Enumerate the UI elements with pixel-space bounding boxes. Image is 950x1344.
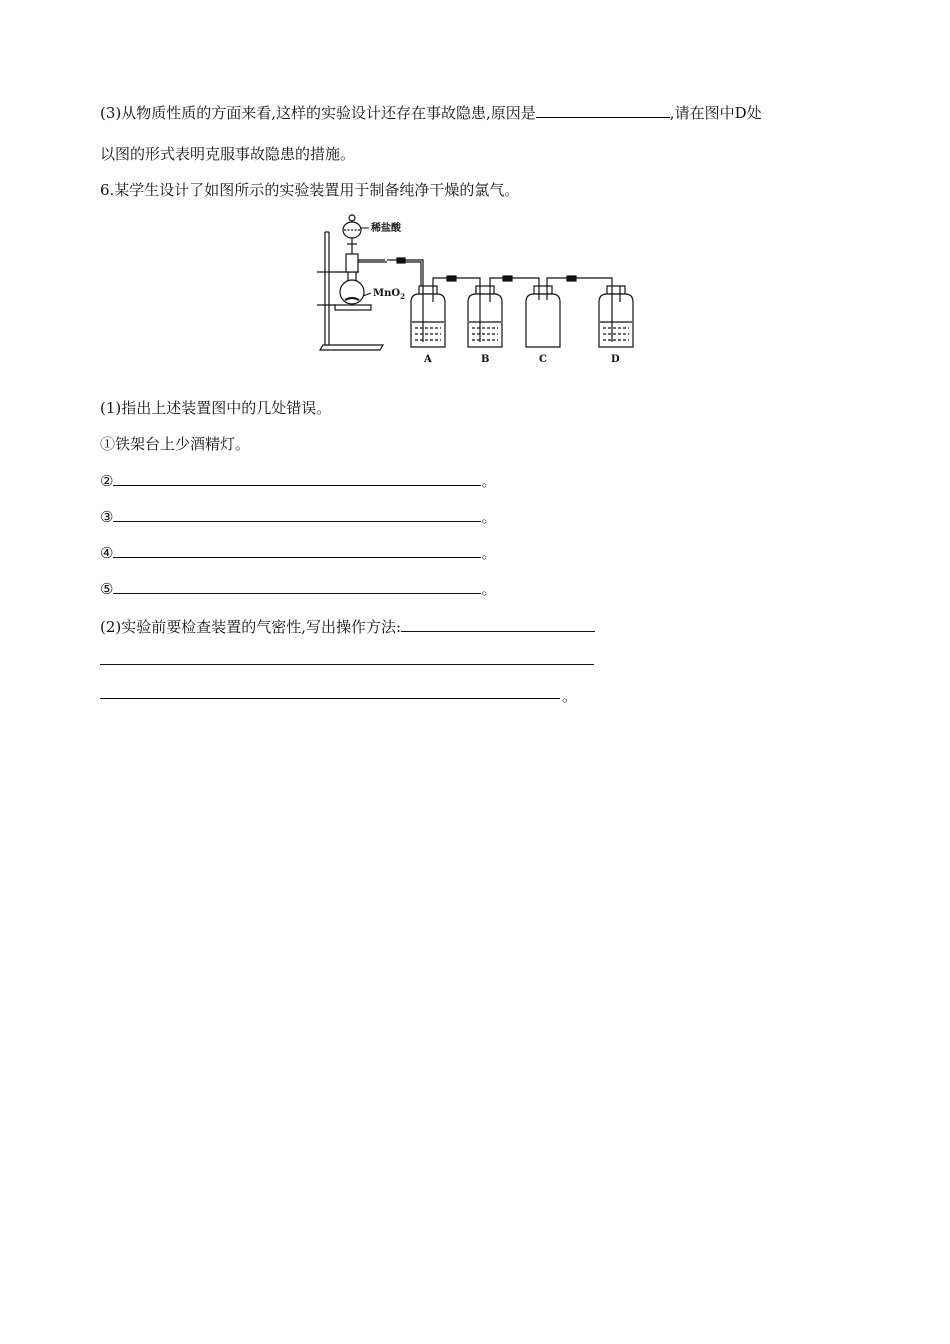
answer-blank-3[interactable] bbox=[113, 506, 481, 522]
separatory-funnel bbox=[343, 215, 361, 256]
delivery-tubing bbox=[387, 258, 612, 286]
q6-part1-item2 bbox=[100, 470, 496, 491]
part2-answer-blank-3[interactable] bbox=[100, 698, 560, 699]
bottle-a bbox=[411, 286, 445, 347]
part2-answer-blank-1[interactable] bbox=[401, 616, 595, 632]
bottle-label-d: D bbox=[611, 354, 620, 365]
q6-stem: 6.某学生设计了如图所示的实验装置用于制备纯净干燥的氯气。 bbox=[100, 181, 520, 199]
q3-text-after: ,请在图中D处 bbox=[669, 104, 762, 122]
item-marker: ④ bbox=[100, 544, 114, 562]
q6-part1-prompt: (1)指出上述装置图中的几处错误。 bbox=[100, 399, 332, 417]
item-marker: ⑤ bbox=[100, 580, 114, 598]
bottle-d bbox=[599, 286, 633, 347]
q6-part1-item5 bbox=[100, 578, 496, 599]
q3-text-before: (3)从物质性质的方面来看,这样的实验设计还存在事故隐患,原因是 bbox=[100, 104, 536, 122]
part2-answer-blank-2[interactable] bbox=[100, 664, 594, 665]
q6-part2-prompt: (2)实验前要检查装置的气密性,写出操作方法: bbox=[100, 618, 402, 636]
q3-line2: 以图的形式表明克服事故隐患的措施。 bbox=[100, 145, 356, 163]
q6-part2-line1 bbox=[100, 616, 595, 637]
item-end: 。 bbox=[481, 508, 497, 526]
bottle-b bbox=[468, 286, 502, 347]
mno2-label: MnO$_2$ bbox=[373, 288, 405, 301]
apparatus-figure bbox=[315, 210, 645, 370]
q6-part1-item1: ①铁架台上少酒精灯。 bbox=[100, 435, 251, 453]
item-marker: ② bbox=[100, 472, 114, 490]
item-end: 。 bbox=[481, 472, 497, 490]
q3-answer-blank[interactable] bbox=[536, 102, 670, 118]
item-end: 。 bbox=[481, 544, 497, 562]
bottle-label-c: C bbox=[539, 354, 547, 365]
item-marker: ③ bbox=[100, 508, 114, 526]
answer-blank-2[interactable] bbox=[113, 470, 481, 486]
item-end: 。 bbox=[481, 580, 497, 598]
q6-part1-item4 bbox=[100, 542, 496, 563]
answer-blank-4[interactable] bbox=[113, 542, 481, 558]
acid-label: 稀盐酸 bbox=[371, 223, 401, 234]
q6-part1-item3 bbox=[100, 506, 496, 527]
part2-end: 。 bbox=[562, 687, 578, 705]
bottle-c bbox=[526, 286, 560, 347]
q3-line1 bbox=[100, 102, 762, 123]
answer-blank-5[interactable] bbox=[113, 578, 481, 594]
bottle-label-b: B bbox=[481, 354, 490, 365]
bottle-label-a: A bbox=[424, 354, 432, 365]
